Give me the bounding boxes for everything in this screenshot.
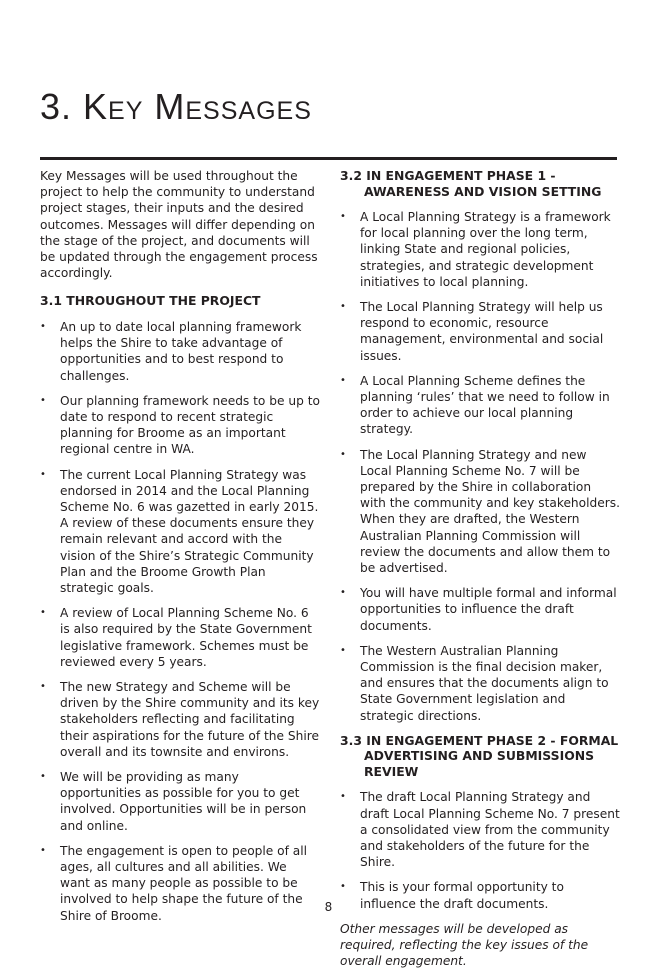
section-3-2-list	[340, 209, 620, 724]
list-item: • The draft Local Planning Strategy and draft Local Planning Scheme No. 7 present a consolidated view from the community and stakeholders of the future for the Shire.	[340, 790, 620, 870]
page-number: 8	[324, 900, 333, 914]
list-item: • You will have multiple formal and informal opportunities to influence the draft documents.	[340, 586, 617, 633]
title-divider	[40, 157, 617, 160]
section-3-3-list	[340, 789, 620, 911]
bullet-icon: •	[40, 844, 46, 856]
closing-note: Other messages will be developed as required, reflecting the key issues of the overall engagement.	[340, 921, 589, 969]
bullet-icon: •	[340, 211, 346, 222]
list-item: • The engagement is open to people of all ages, all cultures and all abilities. We want as many people as possible to be involved to help shape the future of the Shire of Broome.	[40, 843, 308, 923]
list-item: • A review of Local Planning Scheme No. 6 is also required by the State Government legislative framework. Schemes must be reviewed every 5 years.	[40, 606, 312, 669]
list-item: • An up to date local planning framework helps the Shire to take advantage of opportunities and to best respond to challenges.	[40, 319, 302, 383]
section-3-1-heading: 3.1 THROUGHOUT THE PROJECT	[40, 293, 261, 309]
list-item: • A Local Planning Strategy is a framework for local planning over the long term, linking State and regional policies, strategies, and strategic development initiatives to local planning.	[340, 210, 611, 289]
list-item: • The current Local Planning Strategy was endorsed in 2014 and the Local Planning Scheme No. 6 was gazetted in early 2015. A review of these documents ensure they remain relevant and accord with the vision of the Shire’s Strategic Community Plan and the Broome Growth Plan strategic goals.	[40, 467, 319, 595]
list-item: • The Local Planning Strategy and new Local Planning Scheme No. 7 will be prepared by the Shire in collaboration with the community and key stakeholders. When they are drafted, the Western Australian Planning Commission will review the documents and allow them to be advertised.	[340, 447, 620, 576]
bullet-icon: •	[340, 301, 346, 313]
bullet-icon: •	[340, 448, 346, 460]
right-column	[340, 168, 620, 969]
section-3-2-heading: 3.2 IN ENGAGEMENT PHASE 1 - AWARENESS AND VISION SETTING	[340, 168, 602, 199]
bullet-icon: •	[40, 680, 46, 692]
bullet-icon: •	[40, 394, 46, 406]
bullet-icon: •	[40, 468, 46, 480]
bullet-icon: •	[340, 374, 346, 386]
bullet-icon: •	[40, 320, 46, 332]
list-item: • This is your formal opportunity to influence the draft documents.	[340, 880, 564, 911]
intro-paragraph: Key Messages will be used throughout the project to help the community to understand project stages, their inputs and the desired outcomes. Messages will differ depending on the stage of the project, and documents will be updated through the engagement process accordingly.	[40, 169, 318, 281]
list-item: • We will be providing as many opportunities as possible for you to get involved. Opportunities will be in person and online.	[40, 770, 307, 833]
bullet-icon: •	[40, 771, 46, 782]
list-item: • The Local Planning Strategy will help us respond to economic, resource management, environmental and social issues.	[340, 300, 604, 363]
bullet-icon: •	[340, 644, 346, 656]
section-3-3-heading: 3.3 IN ENGAGEMENT PHASE 2 - FORMAL ADVERTISING AND SUBMISSIONS REVIEW	[340, 732, 619, 779]
bullet-icon: •	[340, 587, 346, 599]
bullet-icon: •	[340, 881, 346, 893]
section-3-1-list	[40, 319, 320, 924]
list-item: • The Western Australian Planning Commission is the final decision maker, and ensures that the documents align to State Government legislation and strategic directions.	[340, 643, 609, 723]
list-item: • Our planning framework needs to be up to date to respond to recent strategic planning for Broome as an important regional centre in WA.	[40, 393, 320, 457]
page-title: 3. Key Messages	[40, 86, 312, 127]
left-column	[40, 168, 320, 933]
list-item: • A Local Planning Scheme defines the planning ‘rules’ that we need to follow in order to achieve our local planning strategy.	[340, 373, 610, 437]
bullet-icon: •	[340, 791, 346, 803]
list-item: • The new Strategy and Scheme will be driven by the Shire community and its key stakeholders reflecting and facilitating their aspirations for the future of the Shire overall and its townsite and environs.	[40, 679, 320, 759]
bullet-icon: •	[40, 607, 46, 619]
